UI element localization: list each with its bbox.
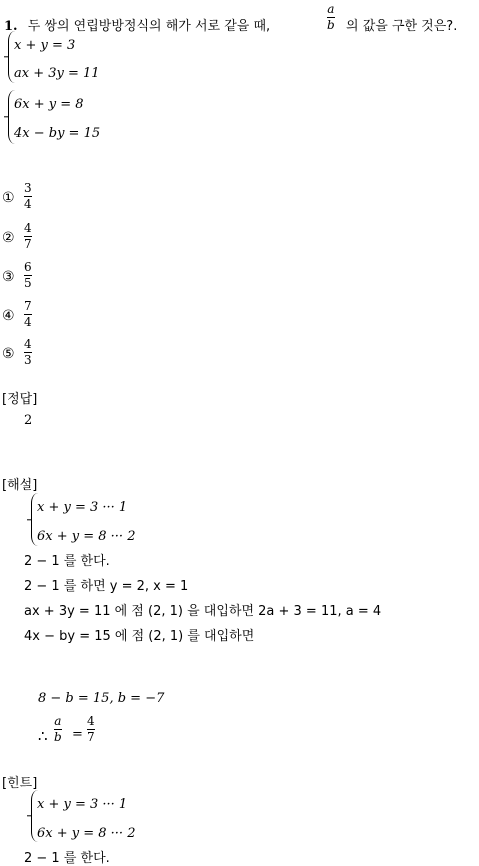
solution-result-value: 4 7 (87, 714, 95, 744)
question-fraction: a b (327, 2, 335, 32)
system1-eq1: x + y = 3 (14, 38, 76, 53)
hint-sys-eq2: 6x + y = 8 ··· 2 (37, 826, 136, 841)
solution-result-fraction: a b (54, 714, 62, 744)
solution-line3: ax + 3y = 11 에 점 (2, 1) 을 대입하면 2a + 3 = 11, a = 4 (24, 604, 382, 619)
solution-therefore: ∴ (38, 727, 48, 745)
system2-eq2: 4x − by = 15 (14, 126, 101, 141)
solution-sys-eq1: x + y = 3 ··· 1 (37, 500, 128, 515)
system1-eq2: ax + 3y = 11 (14, 66, 100, 81)
system2-eq1: 6x + y = 8 (14, 97, 84, 112)
choice-3-label: ③ (2, 269, 15, 285)
choice-1-fraction: 3 4 (24, 181, 32, 211)
solution-line5: 8 − b = 15, b = −7 (38, 691, 165, 706)
choice-5-fraction: 4 3 (24, 337, 32, 367)
choice-4-label: ④ (2, 308, 15, 324)
question-number: 1. (4, 19, 18, 34)
choice-1-label: ① (2, 190, 15, 206)
answer-value: 2 (24, 413, 33, 428)
choice-3-fraction: 6 5 (24, 260, 32, 290)
solution-line1: 2 − 1 를 한다. (24, 554, 110, 569)
question-text-after: 의 값을 구한 것은?. (346, 19, 458, 34)
hint-label: [힌트] (2, 776, 38, 791)
question-line (4, 15, 270, 34)
hint-sys-eq1: x + y = 3 ··· 1 (37, 797, 128, 812)
solution-line4: 4x − by = 15 에 점 (2, 1) 를 대입하면 (24, 629, 255, 644)
choice-4-fraction: 7 4 (24, 299, 32, 329)
solution-line2: 2 − 1 를 하면 y = 2, x = 1 (24, 579, 189, 594)
choice-5-label: ⑤ (2, 346, 15, 362)
solution-label: [해설] (2, 478, 38, 493)
answer-label: [정답] (2, 392, 38, 407)
question-text: 두 쌍의 연립방방정식의 해가 서로 같을 때, (27, 19, 271, 34)
choice-2-label: ② (2, 230, 15, 246)
choice-2-fraction: 4 7 (24, 221, 32, 251)
solution-result-equals: = (72, 727, 83, 742)
hint-line1: 2 − 1 를 한다. (24, 851, 110, 866)
solution-sys-eq2: 6x + y = 8 ··· 2 (37, 529, 136, 544)
